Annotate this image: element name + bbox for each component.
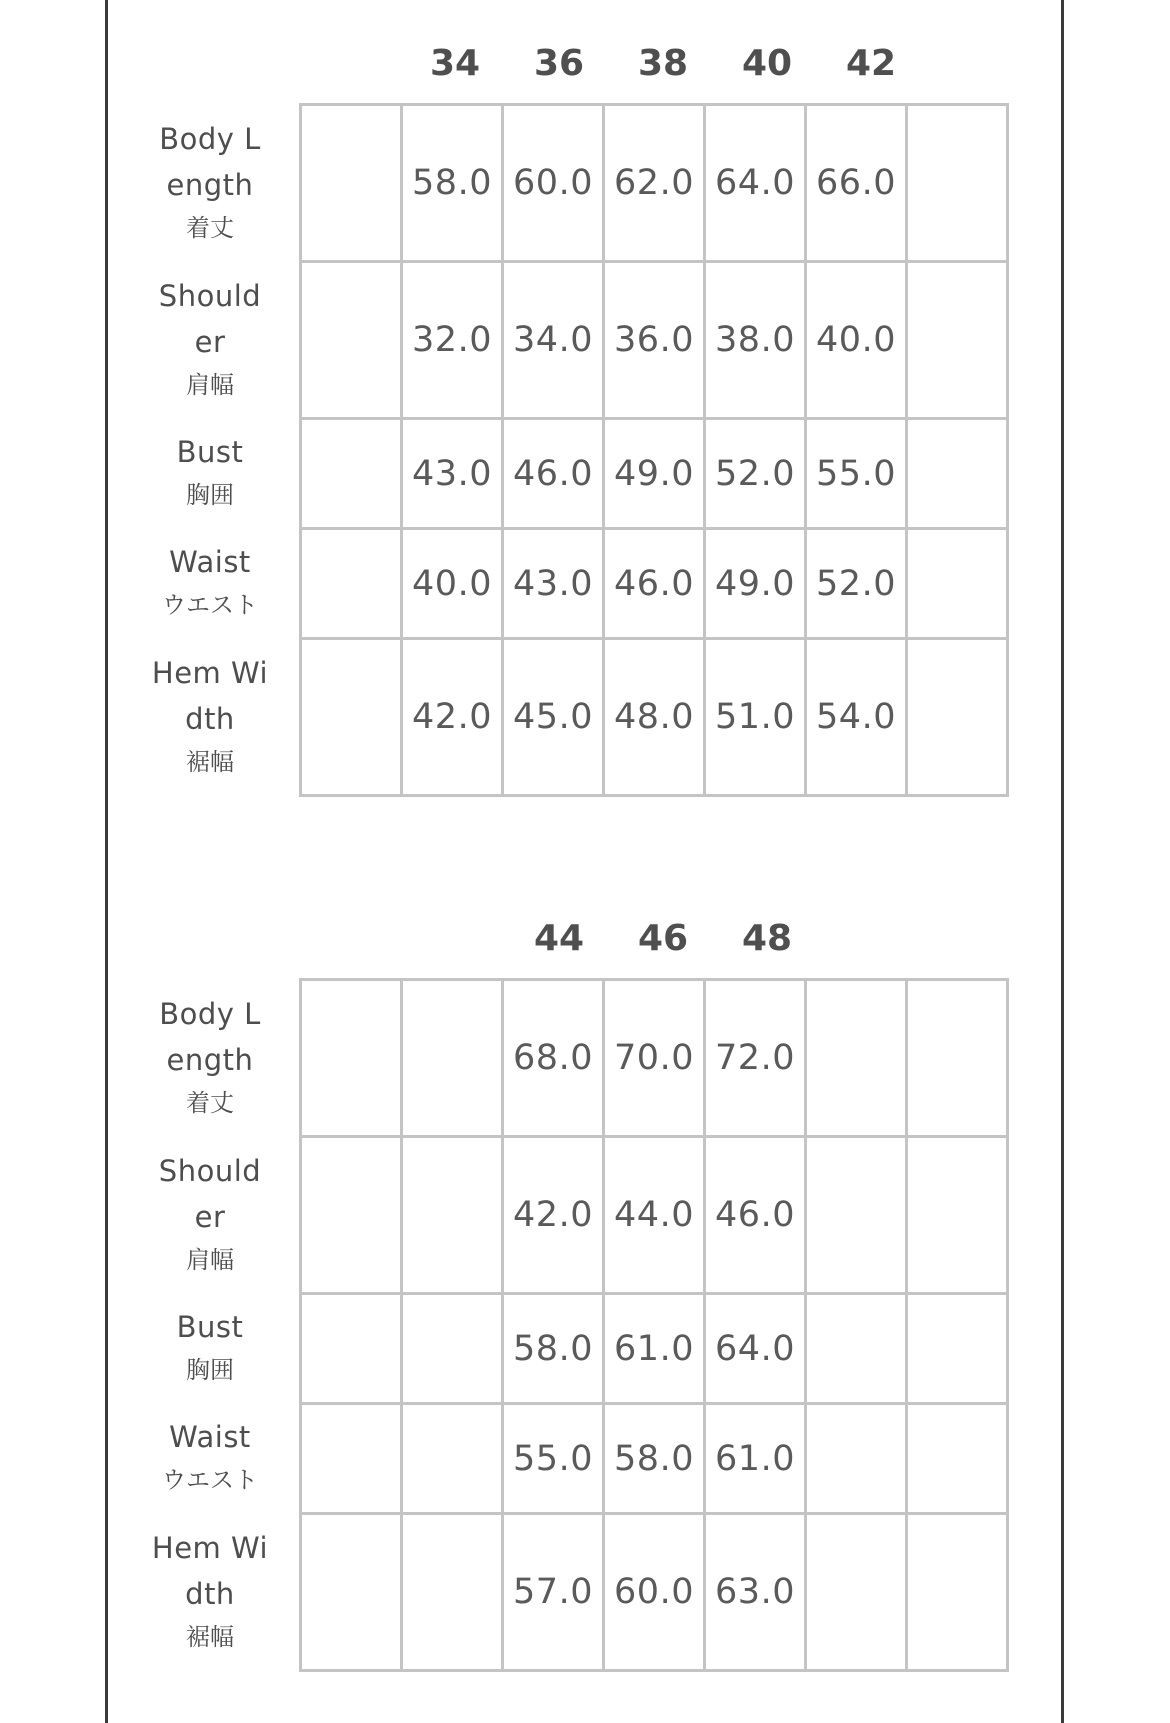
row-label-jp: 着丈 (186, 1088, 234, 1117)
measurement-cell (806, 1137, 907, 1294)
measurement-cell: 40.0 (402, 529, 503, 639)
size-header: 46 (637, 918, 689, 959)
measurement-cell (301, 639, 402, 796)
row-label-jp: ウエスト (162, 591, 258, 619)
measurement-cell (301, 1514, 402, 1671)
measurement-cell: 70.0 (604, 980, 705, 1137)
size-header: 48 (741, 918, 793, 959)
row-label-en: Body L (159, 121, 261, 156)
table-row (301, 105, 1008, 262)
row-label (140, 1512, 280, 1669)
table-row (301, 1404, 1008, 1514)
row-label (140, 637, 280, 794)
measurement-cell: 48.0 (604, 639, 705, 796)
row-label-jp: 肩幅 (186, 1245, 234, 1274)
table-row (301, 529, 1008, 639)
measurement-cell: 54.0 (806, 639, 907, 796)
row-label-en: Bust (176, 1310, 244, 1344)
row-label-en: Should (158, 1153, 262, 1188)
measurement-grid (299, 103, 1009, 797)
measurement-cell: 42.0 (503, 1137, 604, 1294)
measurement-cell: 66.0 (806, 105, 907, 262)
row-label-en: dth (185, 1576, 235, 1611)
measurement-cell: 61.0 (705, 1404, 806, 1514)
row-label (140, 260, 280, 417)
measurement-cell: 52.0 (806, 529, 907, 639)
row-label-en: Waist (169, 1420, 251, 1454)
frame-left-border (105, 0, 108, 1723)
measurement-cell (907, 105, 1008, 262)
measurement-cell: 55.0 (806, 419, 907, 529)
measurement-cell: 64.0 (705, 105, 806, 262)
measurement-cell (806, 1294, 907, 1404)
measurement-cell (301, 980, 402, 1137)
size-header: 40 (741, 43, 793, 84)
measurement-cell: 60.0 (503, 105, 604, 262)
table-row (301, 419, 1008, 529)
row-label-jp: 胸囲 (186, 1356, 234, 1384)
row-label-en: Body L (159, 996, 261, 1031)
row-label-en: Waist (169, 545, 251, 579)
measurement-cell (402, 1294, 503, 1404)
table-row (301, 639, 1008, 796)
measurement-cell (301, 529, 402, 639)
measurement-cell (907, 1137, 1008, 1294)
measurement-cell (402, 1404, 503, 1514)
measurement-cell: 43.0 (402, 419, 503, 529)
row-label-jp: 着丈 (186, 213, 234, 242)
row-label-en: er (194, 324, 226, 359)
measurement-cell: 46.0 (503, 419, 604, 529)
measurement-cell: 44.0 (604, 1137, 705, 1294)
row-label-en: ength (166, 1042, 254, 1077)
measurement-cell (402, 980, 503, 1137)
row-label (140, 527, 280, 637)
table-row (301, 980, 1008, 1137)
row-label-jp: 肩幅 (186, 370, 234, 399)
measurement-cell: 64.0 (705, 1294, 806, 1404)
size-header: 38 (637, 43, 689, 84)
row-label-en: er (194, 1199, 226, 1234)
table-row (301, 1514, 1008, 1671)
measurement-cell: 42.0 (402, 639, 503, 796)
row-label (140, 978, 280, 1135)
measurement-cell (301, 419, 402, 529)
table-row (301, 1137, 1008, 1294)
size-header: 36 (533, 43, 585, 84)
measurement-cell: 36.0 (604, 262, 705, 419)
measurement-grid (299, 978, 1009, 1672)
measurement-cell (907, 262, 1008, 419)
measurement-cell (301, 1294, 402, 1404)
row-label-en: Hem Wi (151, 1530, 269, 1565)
measurement-cell: 46.0 (604, 529, 705, 639)
row-label (140, 417, 280, 527)
row-label (140, 103, 280, 260)
row-label (140, 1292, 280, 1402)
measurement-cell (301, 262, 402, 419)
measurement-cell (806, 1404, 907, 1514)
row-label-en: Bust (176, 435, 244, 469)
measurement-cell: 43.0 (503, 529, 604, 639)
table-row (301, 262, 1008, 419)
size-header: 34 (429, 43, 481, 84)
size-header: 44 (533, 918, 585, 959)
measurement-cell: 40.0 (806, 262, 907, 419)
measurement-cell: 60.0 (604, 1514, 705, 1671)
measurement-cell (806, 980, 907, 1137)
row-label-jp: 裾幅 (186, 747, 234, 776)
row-label-en: Should (158, 278, 262, 313)
measurement-cell (402, 1514, 503, 1671)
measurement-cell: 63.0 (705, 1514, 806, 1671)
measurement-cell (907, 1294, 1008, 1404)
measurement-cell (301, 1404, 402, 1514)
measurement-cell: 49.0 (604, 419, 705, 529)
measurement-cell: 68.0 (503, 980, 604, 1137)
row-label-jp: 胸囲 (186, 481, 234, 509)
row-label-jp: 裾幅 (186, 1622, 234, 1651)
measurement-cell: 52.0 (705, 419, 806, 529)
measurement-cell: 57.0 (503, 1514, 604, 1671)
measurement-cell: 58.0 (604, 1404, 705, 1514)
frame-right-border (1061, 0, 1064, 1723)
measurement-cell (301, 105, 402, 262)
measurement-cell: 55.0 (503, 1404, 604, 1514)
measurement-cell: 45.0 (503, 639, 604, 796)
measurement-cell: 32.0 (402, 262, 503, 419)
measurement-cell: 46.0 (705, 1137, 806, 1294)
measurement-cell: 51.0 (705, 639, 806, 796)
measurement-cell: 72.0 (705, 980, 806, 1137)
measurement-cell (806, 1514, 907, 1671)
measurement-cell (907, 1514, 1008, 1671)
measurement-cell: 61.0 (604, 1294, 705, 1404)
row-label-en: ength (166, 167, 254, 202)
row-label-en: dth (185, 701, 235, 736)
measurement-cell: 49.0 (705, 529, 806, 639)
measurement-cell (907, 639, 1008, 796)
row-label (140, 1402, 280, 1512)
measurement-cell (907, 1404, 1008, 1514)
size-header: 42 (845, 43, 897, 84)
measurement-cell (907, 980, 1008, 1137)
measurement-cell: 58.0 (402, 105, 503, 262)
measurement-cell (907, 529, 1008, 639)
measurement-cell: 34.0 (503, 262, 604, 419)
measurement-cell (907, 419, 1008, 529)
measurement-cell (301, 1137, 402, 1294)
measurement-cell: 62.0 (604, 105, 705, 262)
measurement-cell (402, 1137, 503, 1294)
measurement-cell: 38.0 (705, 262, 806, 419)
table-row (301, 1294, 1008, 1404)
measurement-cell: 58.0 (503, 1294, 604, 1404)
row-label (140, 1135, 280, 1292)
row-label-en: Hem Wi (151, 655, 269, 690)
row-label-jp: ウエスト (162, 1466, 258, 1494)
